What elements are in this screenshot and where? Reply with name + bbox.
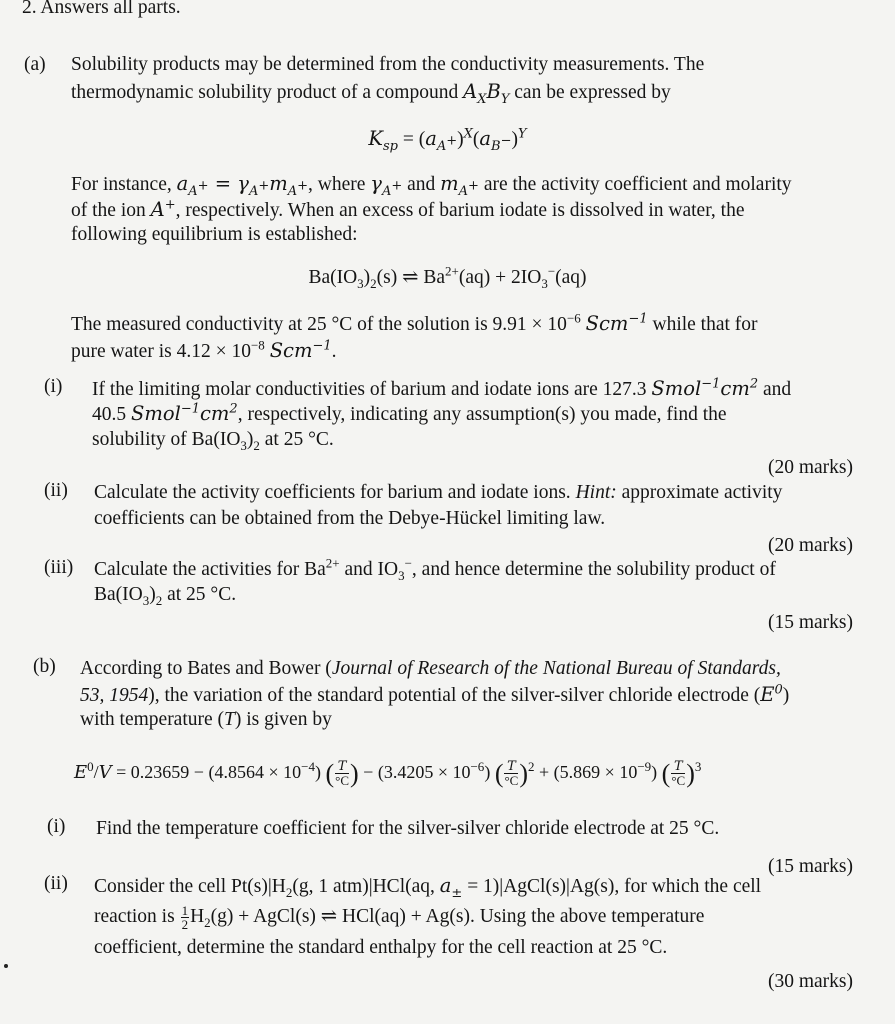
part-b-i-text: Find the temperature coefficient for the silver-silver chloride electrode at 25 °C. xyxy=(96,818,720,839)
part-a-i-line-2: 40.5 $Smol^{-1}cm^2$, respectively, indicating any assumption(s) you made, find the xyxy=(92,401,727,425)
part-a-ii-label: (ii) xyxy=(44,480,68,501)
part-b-label: (b) xyxy=(33,656,56,677)
part-b-ii-marks: (30 marks) xyxy=(767,971,853,992)
part-b-i-label: (i) xyxy=(47,816,66,837)
part-a-ii-marks: (20 marks) xyxy=(767,535,853,556)
part-a-iii-label: (iii) xyxy=(44,557,74,578)
part-a-instance-line-2: of the ion A+, respectively. When an excess of barium iodate is dissolved in water, the xyxy=(71,197,745,221)
part-b-ii-line-1: Consider the cell $Pt(s)|H_2(g$, 1 atm)|HCl(aq, $a_\pm$ = 1)|AgCl(s)|Ag(s), for which the cell xyxy=(94,874,762,901)
part-b-i-marks: (15 marks) xyxy=(767,856,853,877)
part-b-line-1: According to Bates and Bower (Journal of Research of the National Bureau of Standards, xyxy=(80,658,781,679)
part-b-ii-label: (ii) xyxy=(44,873,68,894)
part-a-iii-line-1: Calculate the activities for $Ba^{2+}$ and $IO_3^-$, and hence determine the solubility product of xyxy=(94,555,776,583)
part-a-label: (a) xyxy=(24,54,46,75)
part-b-ii-line-3: coefficient, determine the standard enthalpy for the cell reaction at 25 °C. xyxy=(94,937,668,958)
conductivity-line-2: pure water is $4.12 \times 10^{-8}$ Scm$^{-1}$. xyxy=(71,337,337,362)
part-a-i-line-3: solubility of $Ba(IO_3)_2$ at 25 °C. xyxy=(92,429,334,453)
standard-potential-equation: $E^0/V = 0.23659 - (4.8564 \times 10^{-4})$ ( $\frac{T}{^\circ C}$ ) − $(3.4205 \times 10^{-6})$ ( $\frac{T}{^\circ C}$ )$^2 + (5.869 \times 10^{-9})$ ( $\frac{T}{^\circ C}$ )$^3$ xyxy=(74,758,702,789)
margin-dot xyxy=(4,964,8,968)
part-a-iii-line-2: $Ba(IO_3)_2$ at 25 °C. xyxy=(94,584,237,608)
part-a-i-marks: (20 marks) xyxy=(767,457,853,478)
part-b-ii-line-2: reaction is $\frac{1}{2}$ $H_2(g)$ + AgCl(s) ⇌ HCl(aq) + Ag(s). Using the above temperature xyxy=(94,903,705,932)
part-a-i-line-1: If the limiting molar conductivities of barium and iodate ions are 127.3 $Smol^{-1}cm^2$ and xyxy=(92,376,792,400)
part-a-ii-line-1: Calculate the activity coefficients for barium and iodate ions. Hint: approximate activity xyxy=(94,482,783,503)
equilibrium-equation: $Ba(IO_3)_2(s)$ ⇌ $Ba^{2+}(aq) + 2IO_3^-(aq)$ xyxy=(308,263,587,291)
part-a-intro-line-2: thermodynamic solubility product of a compound $A_XB_Y$ can be expressed by xyxy=(71,80,671,107)
part-b-line-2: 53, 1954), the variation of the standard potential of the silver-silver chloride electrode $(E^0)$ xyxy=(80,682,790,706)
part-a-i-label: (i) xyxy=(44,376,63,397)
part-a-iii-marks: (15 marks) xyxy=(767,612,853,633)
part-a-instance-line-1: For instance, $a_{A^+} = \gamma_{A^+}m_{A^+}$, where $\gamma_{A^+}$ and $m_{A^+}$ are the activity coefficient and molarity xyxy=(71,172,792,199)
part-b-line-3: with temperature (T) is given by xyxy=(80,709,332,730)
ksp-equation: $K_{sp} = (a_{A^+})^X(a_{B^-})^Y$ xyxy=(368,126,527,154)
part-a-ii-line-2: coefficients can be obtained from the Debye-Hückel limiting law. xyxy=(94,508,606,529)
conductivity-line-1: The measured conductivity at 25 °C of the solution is $9.91 \times 10^{-6}$ Scm$^{-1}$ while that for xyxy=(71,310,758,335)
part-a-intro-line-1: Solubility products may be determined from the conductivity measurements. The xyxy=(71,54,705,75)
question-header: 2. Answers all parts. xyxy=(22,0,181,18)
part-a-instance-line-3: following equilibrium is established: xyxy=(71,224,358,245)
